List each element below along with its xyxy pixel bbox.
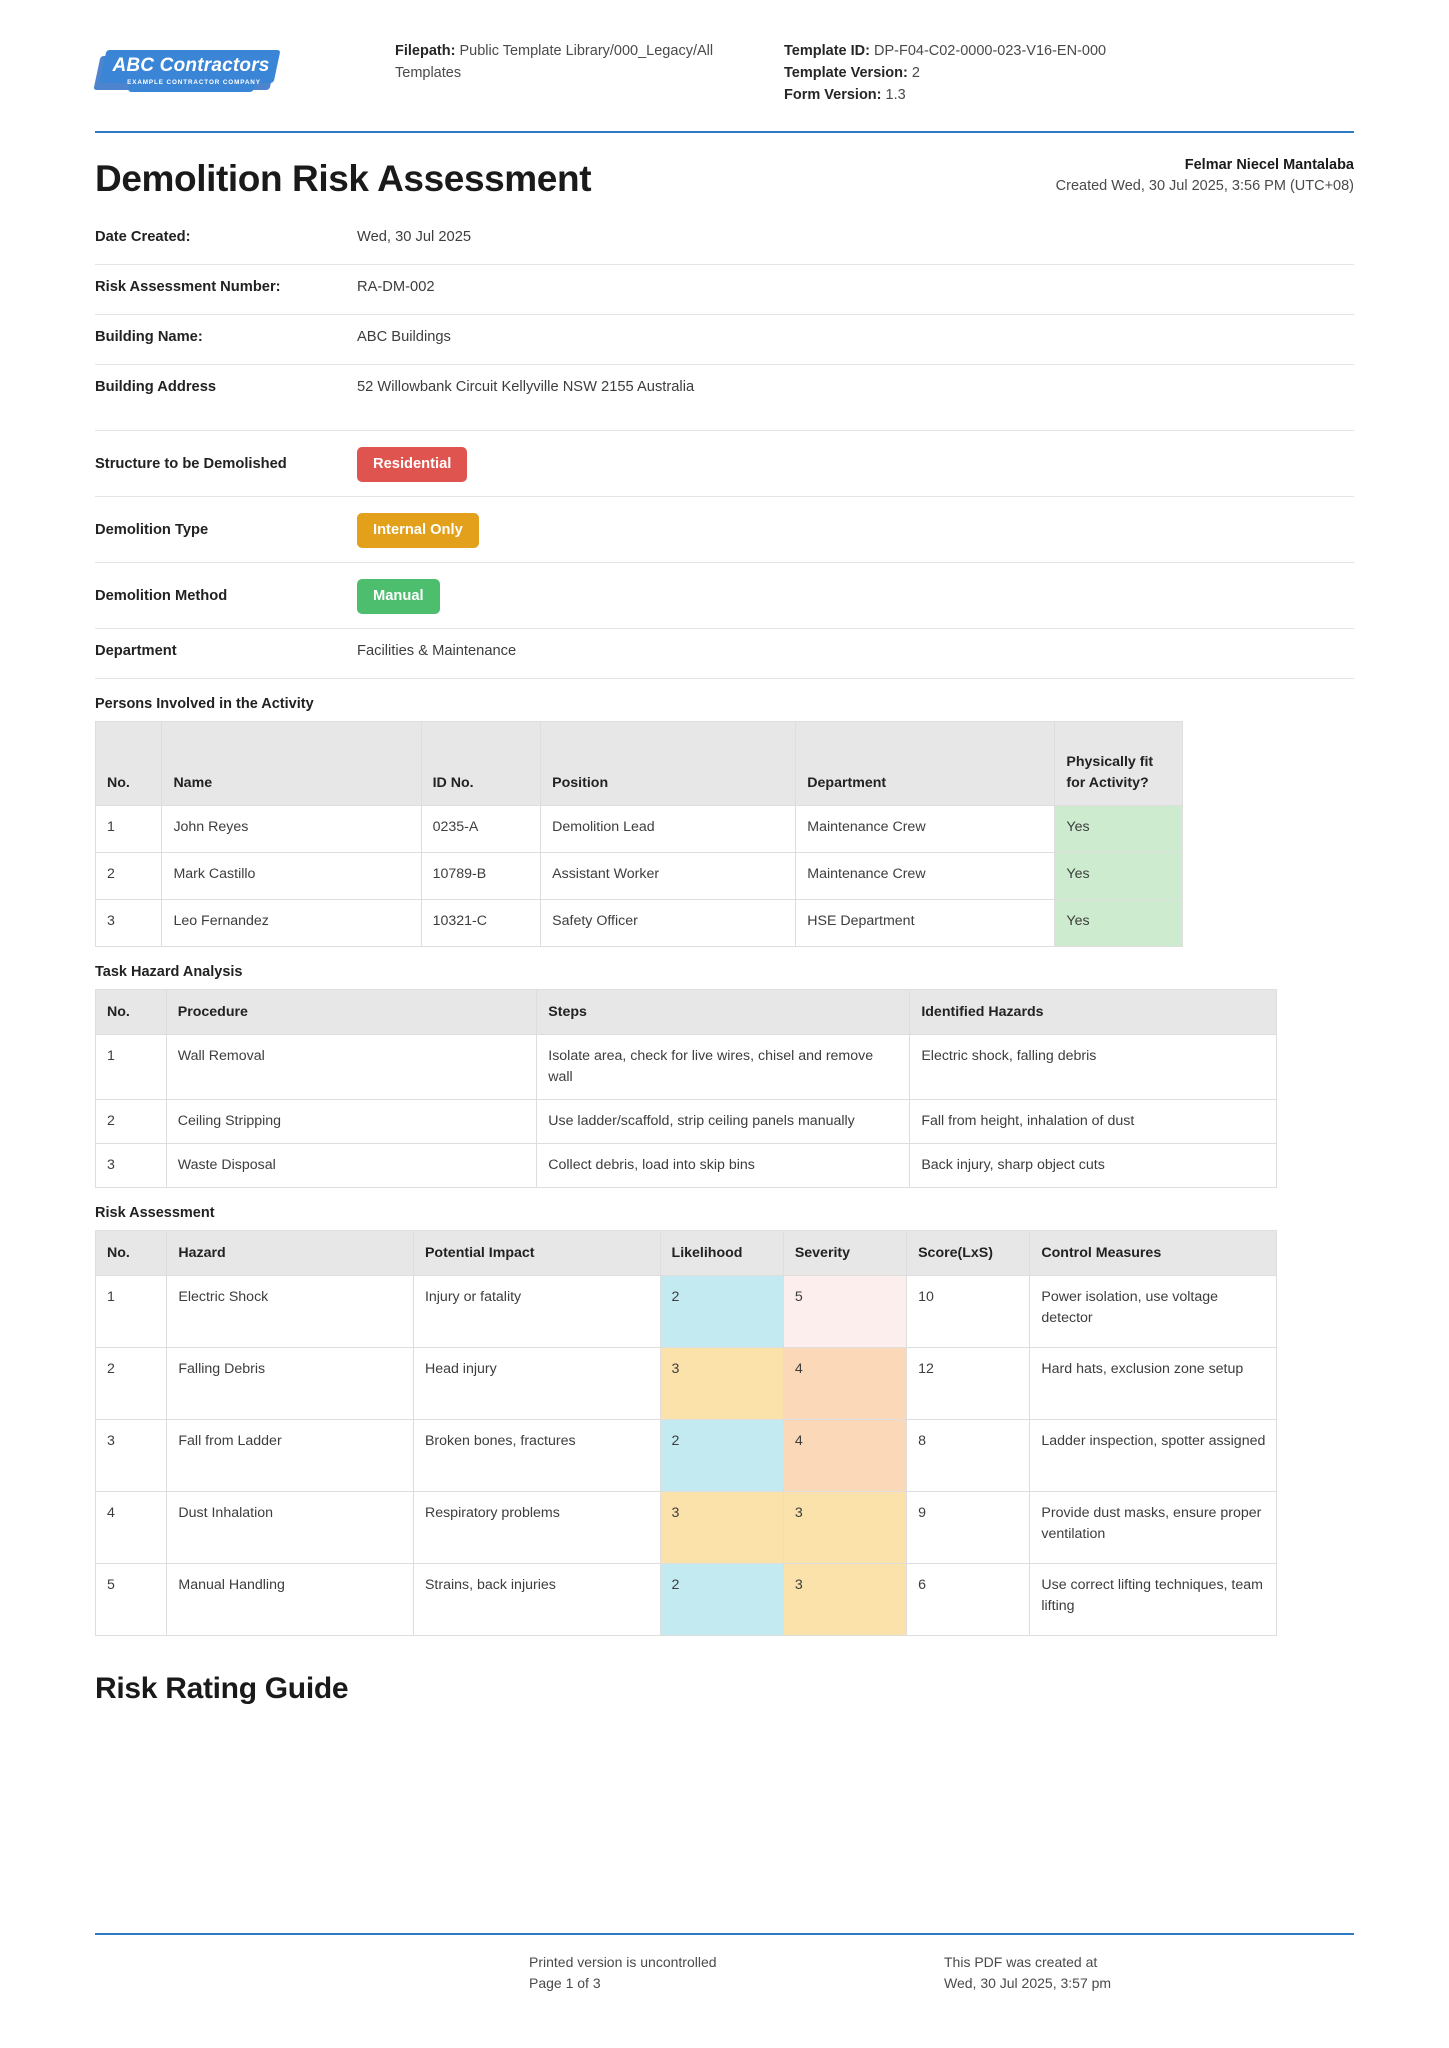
field-label: Risk Assessment Number:: [95, 279, 281, 295]
table-cell: Collect debris, load into skip bins: [537, 1144, 910, 1188]
table-cell: Provide dust masks, ensure proper ventilation: [1030, 1492, 1277, 1564]
table-cell: Injury or fatality: [413, 1276, 660, 1348]
table-cell: 2: [660, 1420, 783, 1492]
table-cell: Yes: [1055, 853, 1183, 900]
template-id-label: Template ID:: [784, 43, 870, 59]
title-row: [95, 133, 1354, 201]
table-cell: Electric Shock: [167, 1276, 414, 1348]
company-logo: [95, 34, 395, 94]
table-cell: 5: [96, 1564, 167, 1636]
table-cell: 2: [660, 1564, 783, 1636]
column-header: Name: [162, 722, 421, 806]
table-cell: Maintenance Crew: [796, 806, 1055, 853]
field-row: [95, 431, 1354, 497]
field-value: [357, 513, 1354, 548]
template-version-label: Template Version:: [784, 65, 908, 81]
table-cell: Waste Disposal: [166, 1144, 537, 1188]
table-cell: Power isolation, use voltage detector: [1030, 1276, 1277, 1348]
field-row: [95, 497, 1354, 563]
field-value: ABC Buildings: [357, 329, 451, 345]
footer-notice-block: [529, 1952, 944, 1994]
field-label: Date Created:: [95, 229, 191, 245]
risk-rating-guide-heading: Risk Rating Guide: [95, 1672, 349, 1705]
table-cell: 4: [783, 1420, 906, 1492]
column-header: ID No.: [421, 722, 541, 806]
table-row: [96, 900, 1183, 947]
column-header: Likelihood: [660, 1231, 783, 1276]
table-row: [96, 806, 1183, 853]
table-cell: 1: [96, 806, 162, 853]
table-cell: Leo Fernandez: [162, 900, 421, 947]
footer-page-number: Page 1 of 3: [529, 1975, 601, 1991]
table-cell: 0235-A: [421, 806, 541, 853]
status-badge: Residential: [357, 447, 467, 482]
author-created-timestamp: Created Wed, 30 Jul 2025, 3:56 PM (UTC+08): [1055, 178, 1354, 194]
table-cell: Back injury, sharp object cuts: [910, 1144, 1277, 1188]
field-label: Structure to be Demolished: [95, 455, 287, 472]
table-row: [96, 1348, 1277, 1420]
author-name: Felmar Niecel Mantalaba: [1184, 157, 1354, 173]
field-value: [357, 447, 1354, 482]
author-block: [1056, 155, 1354, 201]
field-row: [95, 563, 1354, 629]
status-badge: Manual: [357, 579, 440, 614]
persons-caption: Persons Involved in the Activity: [95, 696, 314, 712]
table-cell: 1: [96, 1035, 167, 1100]
table-cell: Broken bones, fractures: [413, 1420, 660, 1492]
table-cell: 2: [96, 853, 162, 900]
form-version-value: 1.3: [885, 87, 906, 103]
table-cell: John Reyes: [162, 806, 421, 853]
table-cell: Yes: [1055, 900, 1183, 947]
tha-caption: Task Hazard Analysis: [95, 964, 243, 980]
column-header: Identified Hazards: [910, 990, 1277, 1035]
field-row: [95, 365, 1354, 431]
template-version-line: [784, 62, 1354, 84]
risk-assessment-table: [95, 1230, 1277, 1636]
table-cell: 3: [660, 1348, 783, 1420]
table-cell: 3: [660, 1492, 783, 1564]
field-value: [357, 579, 1354, 614]
table-cell: Maintenance Crew: [796, 853, 1055, 900]
table-cell: 10789-B: [421, 853, 541, 900]
field-label: Demolition Method: [95, 587, 228, 604]
table-header-row: [96, 990, 1277, 1035]
field-row: [95, 265, 1354, 315]
column-header: Steps: [537, 990, 910, 1035]
table-row: [96, 1420, 1277, 1492]
table-cell: Electric shock, falling debris: [910, 1035, 1277, 1100]
logo-tagline: EXAMPLE CONTRACTOR COMPANY: [127, 79, 261, 86]
table-row: [96, 1100, 1277, 1144]
table-cell: 2: [96, 1100, 167, 1144]
table-header-row: [96, 722, 1183, 806]
table-cell: Dust Inhalation: [167, 1492, 414, 1564]
table-cell: Mark Castillo: [162, 853, 421, 900]
table-cell: Safety Officer: [541, 900, 796, 947]
table-cell: 3: [783, 1492, 906, 1564]
table-cell: 1: [96, 1276, 167, 1348]
column-header: Position: [541, 722, 796, 806]
table-row: [96, 1035, 1277, 1100]
task-hazard-analysis-table: [95, 989, 1277, 1188]
field-row: [95, 215, 1354, 265]
document-header: [95, 0, 1354, 106]
table-cell: Isolate area, check for live wires, chisel and remove wall: [537, 1035, 910, 1100]
field-value: 52 Willowbank Circuit Kellyville NSW 2155 Australia: [357, 379, 695, 395]
form-version-label: Form Version:: [784, 87, 882, 103]
field-list: [95, 215, 1354, 679]
table-cell: Falling Debris: [167, 1348, 414, 1420]
table-cell: Assistant Worker: [541, 853, 796, 900]
table-cell: Fall from height, inhalation of dust: [910, 1100, 1277, 1144]
table-row: [96, 1144, 1277, 1188]
table-cell: 3: [96, 1420, 167, 1492]
column-header: No.: [96, 1231, 167, 1276]
table-cell: 3: [96, 900, 162, 947]
template-id-value: DP-F04-C02-0000-023-V16-EN-000: [873, 43, 1107, 59]
table-cell: Strains, back injuries: [413, 1564, 660, 1636]
table-cell: Manual Handling: [167, 1564, 414, 1636]
table-cell: 3: [783, 1564, 906, 1636]
column-header: Score(LxS): [907, 1231, 1030, 1276]
template-id-line: [784, 40, 1354, 62]
form-version-line: [784, 84, 1354, 106]
table-cell: 8: [907, 1420, 1030, 1492]
logo-company-name: ABC Contractors: [112, 55, 270, 76]
risk-caption: Risk Assessment: [95, 1205, 215, 1221]
table-cell: 6: [907, 1564, 1030, 1636]
filepath-label: Filepath:: [395, 43, 456, 59]
filepath-value: Public Template Library/000_Legacy/All Templates: [395, 43, 714, 81]
column-header: No.: [96, 990, 167, 1035]
table-cell: 4: [96, 1492, 167, 1564]
field-label: Building Name:: [95, 329, 203, 345]
table-cell: 2: [96, 1348, 167, 1420]
field-label: Department: [95, 643, 177, 659]
field-value: Facilities & Maintenance: [357, 643, 517, 659]
table-cell: Yes: [1055, 806, 1183, 853]
page-title: Demolition Risk Assessment: [95, 158, 592, 199]
table-cell: 9: [907, 1492, 1030, 1564]
table-cell: 12: [907, 1348, 1030, 1420]
table-cell: Use correct lifting techniques, team lifting: [1030, 1564, 1277, 1636]
status-badge: Internal Only: [357, 513, 479, 548]
table-cell: 4: [783, 1348, 906, 1420]
table-cell: Head injury: [413, 1348, 660, 1420]
table-cell: 2: [660, 1276, 783, 1348]
table-cell: Use ladder/scaffold, strip ceiling panels manually: [537, 1100, 910, 1144]
footer-notice: Printed version is uncontrolled: [529, 1954, 717, 1970]
document-footer: [95, 1933, 1354, 1994]
column-header: Severity: [783, 1231, 906, 1276]
template-version-value: 2: [911, 65, 920, 81]
column-header: Hazard: [167, 1231, 414, 1276]
column-header: Department: [796, 722, 1055, 806]
table-row: [96, 1564, 1277, 1636]
persons-involved-table: [95, 721, 1183, 947]
field-value: Wed, 30 Jul 2025: [357, 229, 472, 245]
table-row: [96, 1276, 1277, 1348]
field-row: [95, 315, 1354, 365]
table-cell: Respiratory problems: [413, 1492, 660, 1564]
column-header: Procedure: [166, 990, 537, 1035]
column-header: Potential Impact: [413, 1231, 660, 1276]
footer-pdf-label: This PDF was created at: [944, 1954, 1098, 1970]
table-cell: Hard hats, exclusion zone setup: [1030, 1348, 1277, 1420]
field-value: RA-DM-002: [357, 279, 435, 295]
footer-spacer: [95, 1952, 529, 1994]
table-row: [96, 1492, 1277, 1564]
footer-pdf-date: Wed, 30 Jul 2025, 3:57 pm: [944, 1975, 1112, 1991]
header-filepath: [395, 34, 740, 84]
footer-pdf-block: [944, 1952, 1354, 1994]
table-cell: 5: [783, 1276, 906, 1348]
table-row: [96, 853, 1183, 900]
column-header: No.: [96, 722, 162, 806]
column-header: Physically fit for Activity?: [1055, 722, 1183, 806]
table-cell: Fall from Ladder: [167, 1420, 414, 1492]
field-label: Demolition Type: [95, 521, 209, 538]
table-cell: 10: [907, 1276, 1030, 1348]
table-cell: Wall Removal: [166, 1035, 537, 1100]
field-row: [95, 629, 1354, 679]
header-template-meta: [740, 34, 1354, 106]
table-cell: 3: [96, 1144, 167, 1188]
table-cell: HSE Department: [796, 900, 1055, 947]
table-cell: Ceiling Stripping: [166, 1100, 537, 1144]
table-cell: Demolition Lead: [541, 806, 796, 853]
table-cell: Ladder inspection, spotter assigned: [1030, 1420, 1277, 1492]
table-cell: 10321-C: [421, 900, 541, 947]
field-label: Building Address: [95, 379, 217, 395]
column-header: Control Measures: [1030, 1231, 1277, 1276]
table-header-row: [96, 1231, 1277, 1276]
